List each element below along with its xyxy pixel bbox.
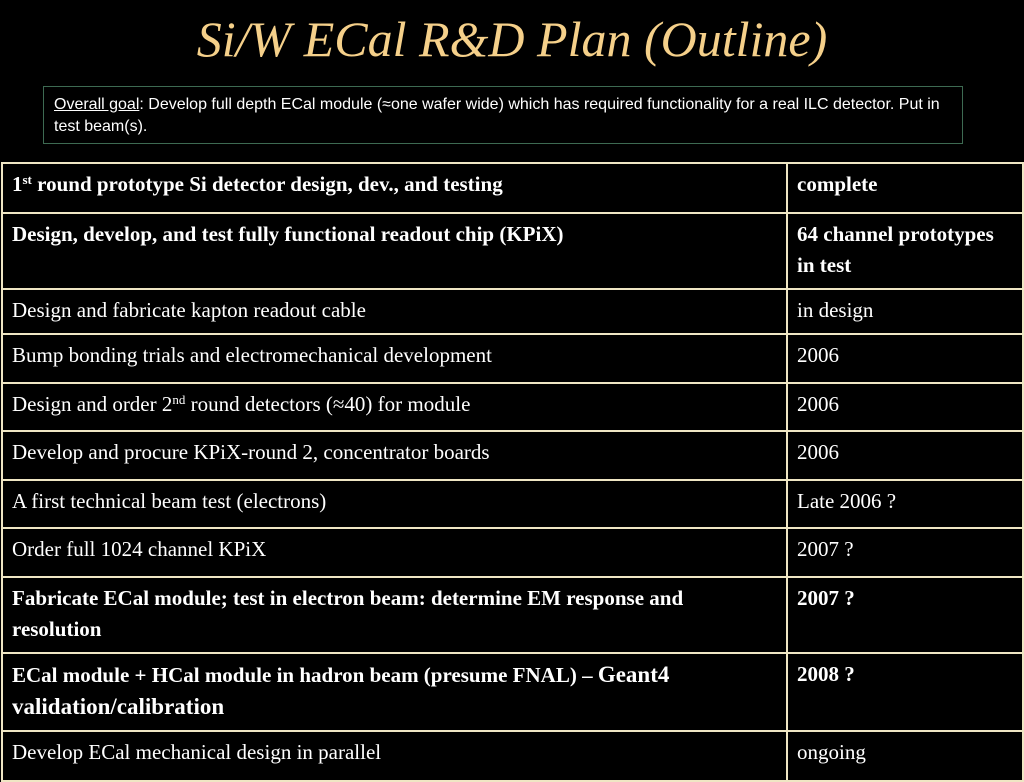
task-cell: Design and order 2nd round detectors (≈40) for module bbox=[2, 383, 787, 431]
status-cell: complete bbox=[787, 163, 1023, 213]
table-row bbox=[2, 431, 1023, 480]
slide-title: Si/W ECal R&D Plan (Outline) bbox=[196, 11, 828, 67]
task-cell: Design and fabricate kapton readout cable bbox=[2, 289, 787, 334]
status-cell: 64 channel prototypes in test bbox=[787, 213, 1023, 289]
table-row bbox=[2, 731, 1023, 781]
task-cell: 1st round prototype Si detector design, dev., and testing bbox=[2, 163, 787, 213]
task-cell: A first technical beam test (electrons) bbox=[2, 480, 787, 528]
task-cell: Design, develop, and test fully functional readout chip (KPiX) bbox=[2, 213, 787, 289]
overall-goal-label: Overall goal bbox=[54, 96, 140, 113]
status-cell: 2007 ? bbox=[787, 528, 1023, 577]
table-row bbox=[2, 383, 1023, 431]
task-cell: Develop ECal mechanical design in parallel bbox=[2, 731, 787, 781]
table-row bbox=[2, 213, 1023, 289]
table-row bbox=[2, 577, 1023, 653]
status-cell: 2008 ? bbox=[787, 653, 1023, 731]
task-cell: Bump bonding trials and electromechanical development bbox=[2, 334, 787, 383]
table-row bbox=[2, 480, 1023, 528]
task-cell: Fabricate ECal module; test in electron beam: determine EM response and resolution bbox=[2, 577, 787, 653]
task-cell: Develop and procure KPiX-round 2, concentrator boards bbox=[2, 431, 787, 480]
status-cell: 2006 bbox=[787, 431, 1023, 480]
status-cell: Late 2006 ? bbox=[787, 480, 1023, 528]
table-row bbox=[2, 653, 1023, 731]
task-cell: Order full 1024 channel KPiX bbox=[2, 528, 787, 577]
rd-plan-table bbox=[1, 162, 1024, 782]
table-row bbox=[2, 528, 1023, 577]
table-row bbox=[2, 334, 1023, 383]
status-cell: 2007 ? bbox=[787, 577, 1023, 653]
table-row bbox=[2, 163, 1023, 213]
status-cell: 2006 bbox=[787, 383, 1023, 431]
table-row bbox=[2, 289, 1023, 334]
overall-goal-box bbox=[43, 86, 963, 144]
task-cell: ECal module + HCal module in hadron beam (presume FNAL) – Geant4 validation/calibration bbox=[2, 653, 787, 731]
status-cell: in design bbox=[787, 289, 1023, 334]
overall-goal-text: : Develop full depth ECal module (≈one wafer wide) which has required functionality for a real ILC detector. Put in test beam(s). bbox=[54, 96, 940, 135]
status-cell: ongoing bbox=[787, 731, 1023, 781]
status-cell: 2006 bbox=[787, 334, 1023, 383]
